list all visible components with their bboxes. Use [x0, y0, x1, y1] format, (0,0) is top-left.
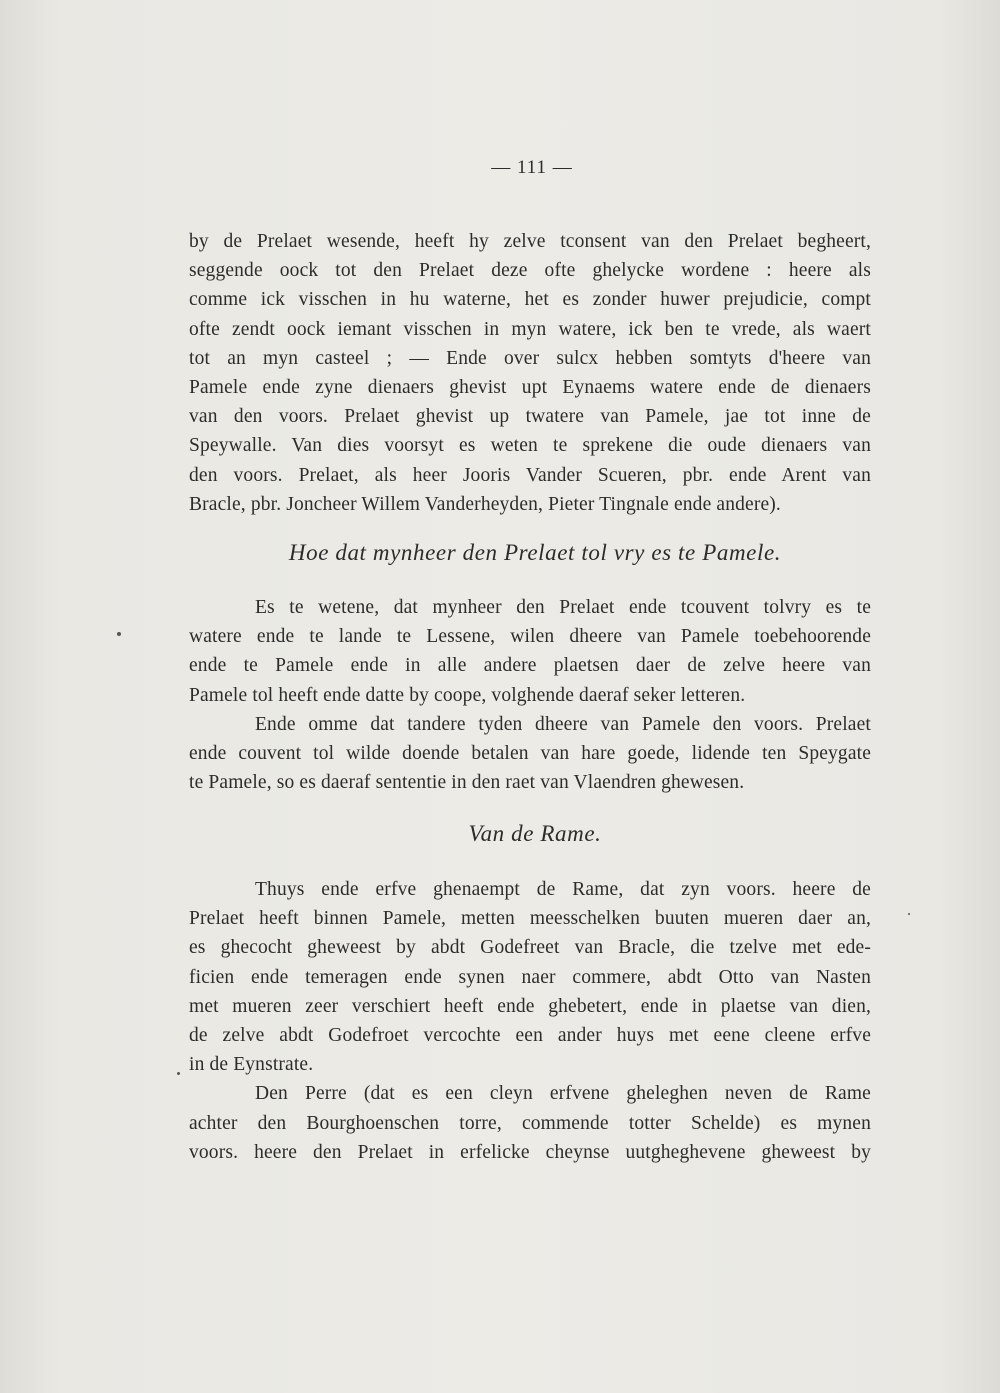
ink-speck	[908, 913, 910, 915]
text-line: Den Perre (dat es een cleyn erfvene gheleghen neven de Rame	[255, 1083, 871, 1105]
text-line: Ende omme dat tandere tyden dheere van Pamele den voors. Prelaet	[255, 713, 871, 735]
text-line: de zelve abdt Godefroet vercochte een ander huys met eene cleene erfve	[189, 1024, 871, 1046]
text-line: ende couvent tol wilde doende betalen van hare goede, lidende ten Speygate	[189, 742, 871, 764]
text-line: ofte zendt oock iemant visschen in myn watere, ick ben te vrede, als waert	[189, 318, 871, 340]
text-line: tot an myn casteel ; — Ende over sulcx hebben somtyts d'heere van	[189, 347, 871, 369]
text-line: Pamele tol heeft ende datte by coope, volghende daeraf seker letteren.	[189, 684, 746, 706]
text-line: comme ick visschen in hu waterne, het es zonder huwer prejudicie, compt	[189, 289, 871, 311]
section-tol-vry-body	[189, 593, 871, 797]
text-line: van den voors. Prelaet ghevist up twatere van Pamele, jae tot inne de	[189, 406, 871, 428]
text-line: ficien ende temeragen ende synen naer commere, abdt Otto van Nasten	[189, 966, 871, 988]
text-line: in de Eynstrate.	[189, 1054, 314, 1076]
text-line: te Pamele, so es daeraf sententie in den raet van Vlaendren ghewesen.	[189, 772, 745, 794]
text-line: by de Prelaet wesende, heeft hy zelve tconsent van den Prelaet begheert,	[189, 231, 871, 252]
text-line: Prelaet heeft binnen Pamele, metten meesschelken buuten mueren daer an,	[189, 908, 871, 930]
section-heading-rame: Van de Rame.	[468, 821, 602, 846]
section-rame-body	[189, 875, 871, 1167]
paragraph-continued	[189, 227, 871, 519]
text-line: met mueren zeer verschiert heeft ende ghebetert, ende in plaetse van dien,	[189, 995, 871, 1017]
text-line: seggende oock tot den Prelaet deze ofte ghelycke wordene : heere als	[189, 260, 871, 282]
text-line: den voors. Prelaet, als heer Jooris Vander Scueren, pbr. ende Arent van	[189, 464, 871, 486]
text-line: watere ende te lande te Lessene, wilen dheere van Pamele toebehoorende	[189, 626, 871, 648]
ink-speck	[117, 632, 121, 636]
text-line: Thuys ende erfve ghenaempt de Rame, dat zyn voors. heere de	[255, 879, 871, 900]
text-line: achter den Bourghoenschen torre, commende totter Schelde) es mynen	[189, 1112, 871, 1134]
text-line: Bracle, pbr. Joncheer Willem Vanderheyden, Pieter Tingnale ende andere).	[189, 493, 781, 515]
text-line: ende te Pamele ende in alle andere plaetsen daer de zelve heere van	[189, 655, 871, 677]
text-line: voors. heere den Prelaet in erfelicke cheynse uutgheghevene gheweest by	[189, 1141, 871, 1163]
text-line: Pamele ende zyne dienaers ghevist upt Eynaems watere ende de dienaers	[189, 376, 871, 398]
text-line: es ghecocht gheweest by abdt Godefreet van Bracle, die tzelve met ede-	[189, 937, 871, 959]
page-number: — 111 —	[491, 157, 573, 178]
ink-speck	[177, 1072, 180, 1075]
text-line: Speywalle. Van dies voorsyt es weten te sprekene die oude dienaers van	[189, 435, 871, 457]
text-line: Es te wetene, dat mynheer den Prelaet ende tcouvent tolvry es te	[255, 597, 871, 618]
section-heading-tol-vry: Hoe dat mynheer den Prelaet tol vry es te Pamele.	[288, 540, 782, 565]
